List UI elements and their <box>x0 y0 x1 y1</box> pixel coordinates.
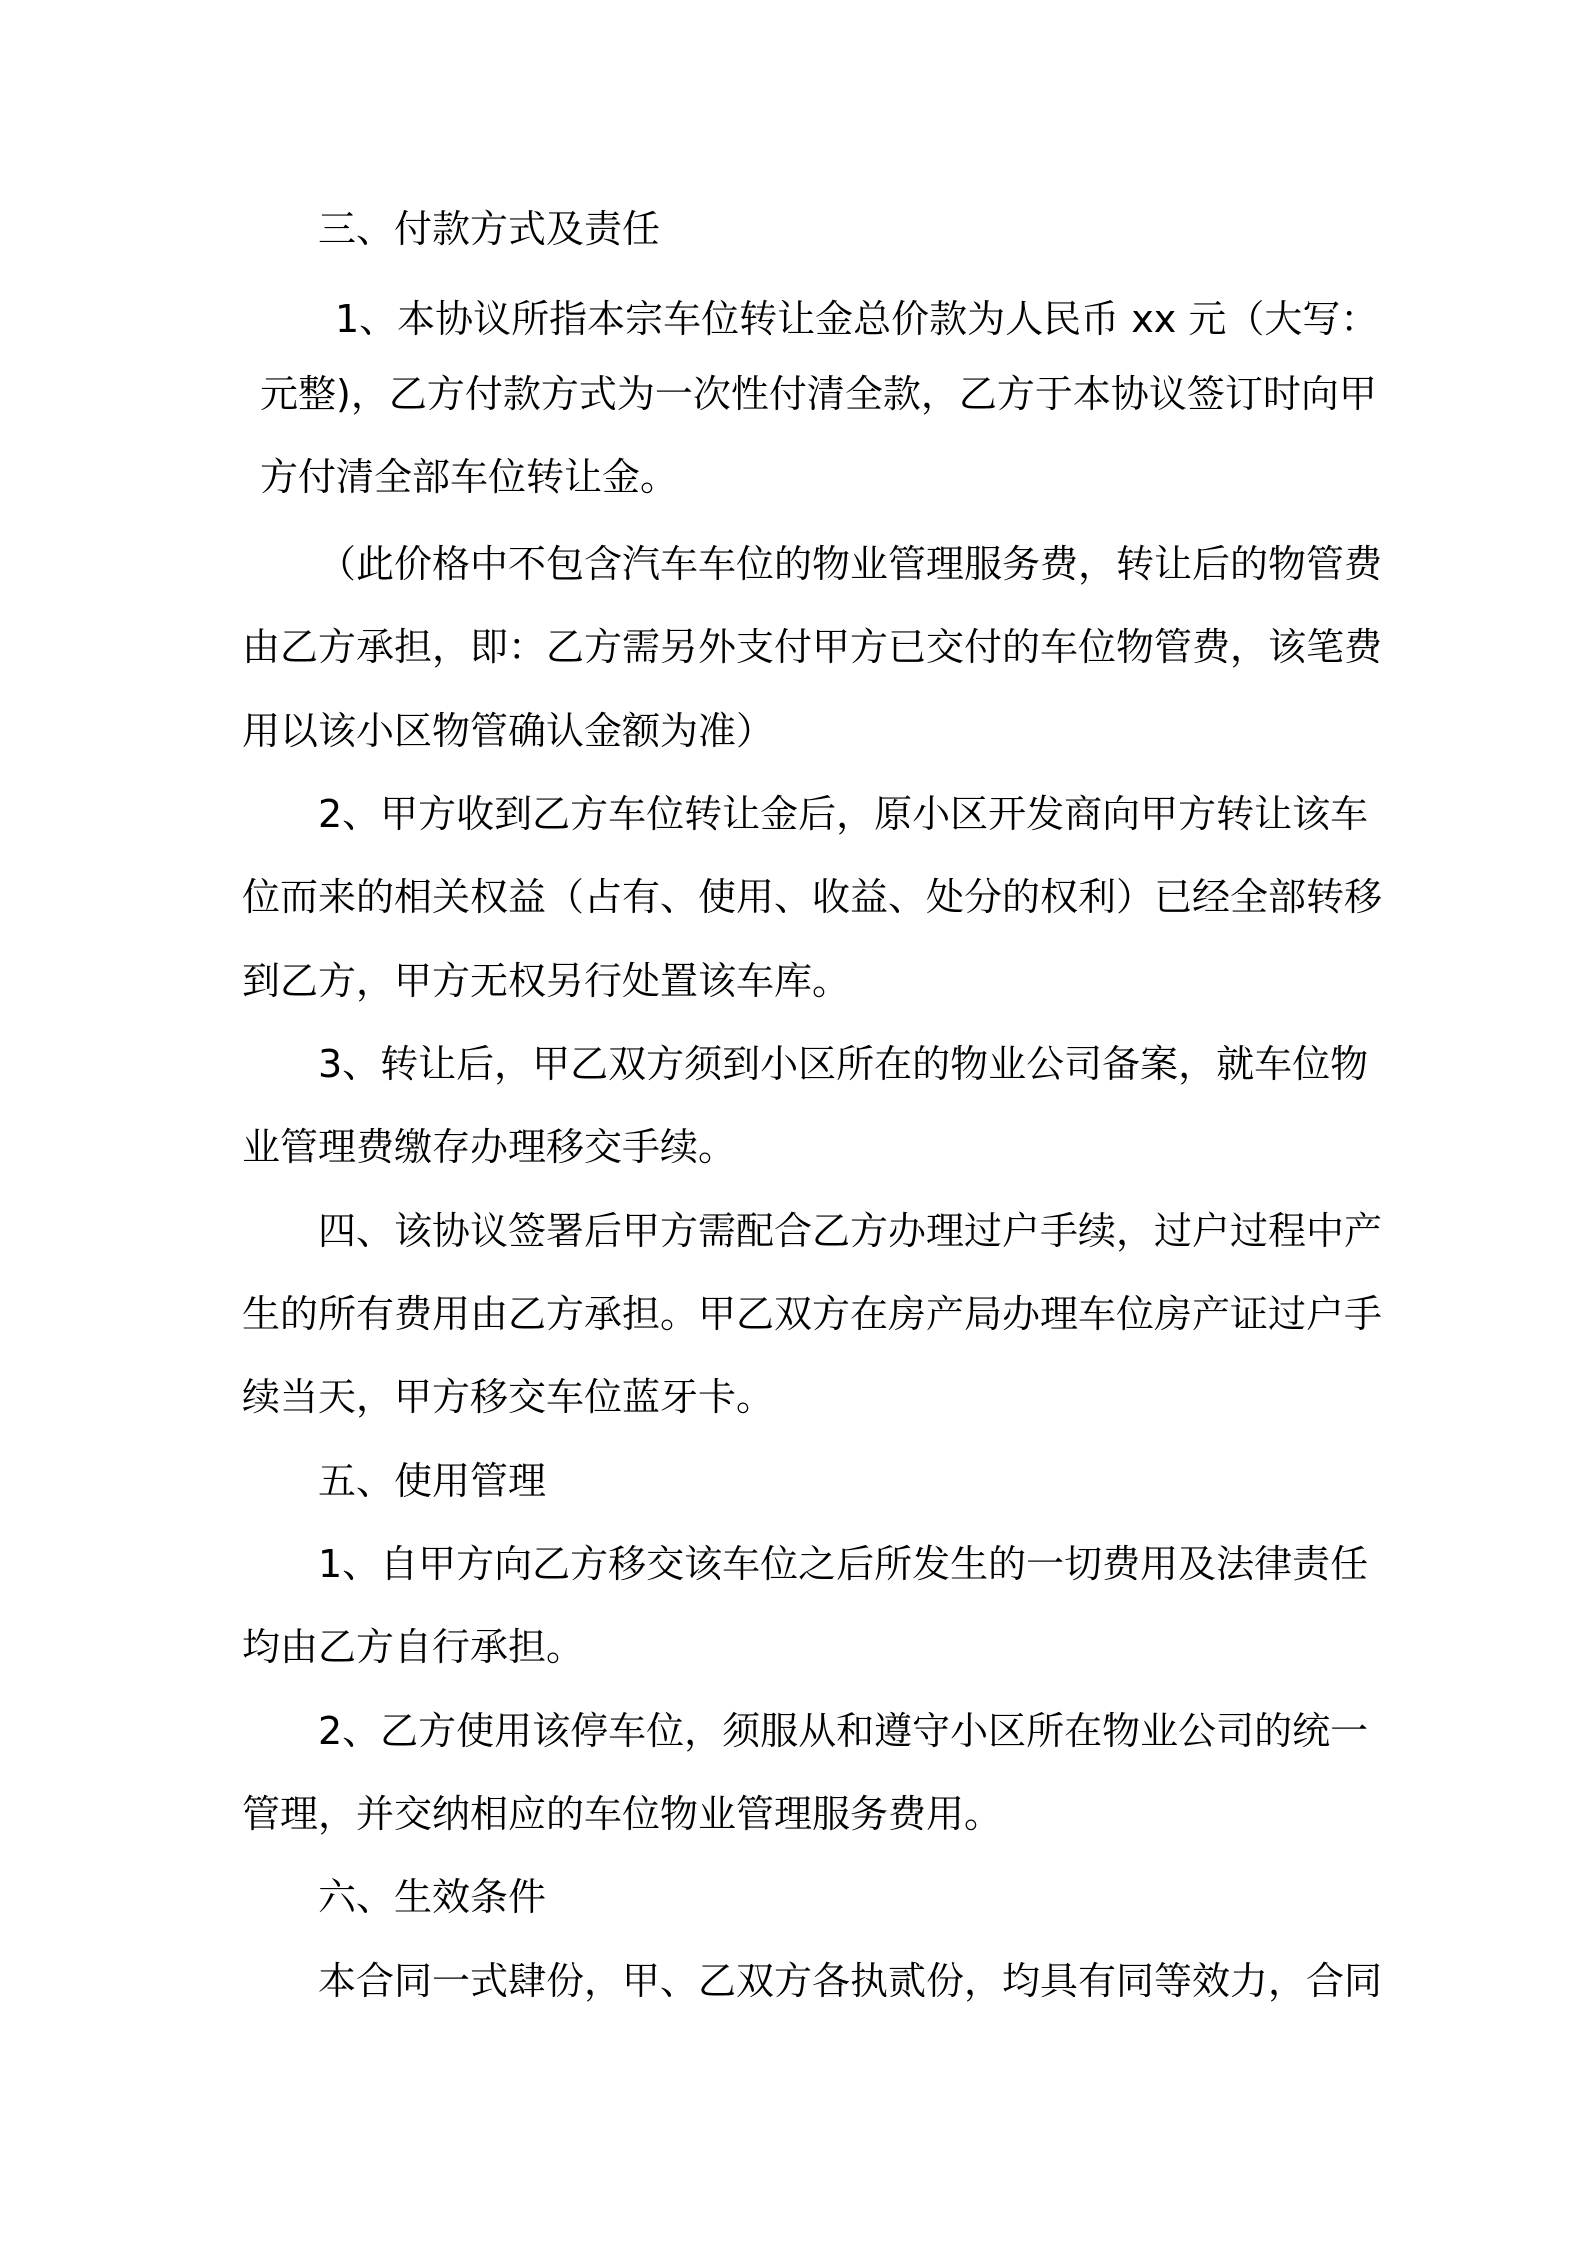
paragraph-line: 元整)，乙方付款方式为一次性付清全款，乙方于本协议签订时向甲 <box>260 372 1377 416</box>
paragraph-line: 2、乙方使用该停车位，须服从和遵守小区所在物业公司的统一 <box>318 1709 1369 1753</box>
section-heading-usage: 五、使用管理 <box>318 1459 547 1503</box>
paragraph-line: 续当天，甲方移交车位蓝牙卡。 <box>242 1375 775 1419</box>
paragraph-line: （此价格中不包含汽车车位的物业管理服务费，转让后的物管费 <box>318 542 1383 586</box>
paragraph-line: 业管理费缴存办理移交手续。 <box>242 1125 737 1169</box>
paragraph-line: 位而来的相关权益（占有、使用、收益、处分的权利）已经全部转移 <box>242 875 1383 919</box>
paragraph-line: 方付清全部车位转让金。 <box>260 455 679 499</box>
paragraph-line: 3、转让后，甲乙双方须到小区所在的物业公司备案，就车位物 <box>318 1042 1369 1086</box>
paragraph-line: 均由乙方自行承担。 <box>242 1625 585 1669</box>
paragraph-line: 1、自甲方向乙方移交该车位之后所发生的一切费用及法律责任 <box>318 1542 1369 1586</box>
section-heading-transfer: 四、该协议签署后甲方需配合乙方办理过户手续，过户过程中产 <box>318 1209 1383 1253</box>
paragraph-line: 管理，并交纳相应的车位物业管理服务费用。 <box>242 1792 1003 1836</box>
paragraph-line: 由乙方承担，即：乙方需另外支付甲方已交付的车位物管费，该笔费 <box>242 625 1383 669</box>
paragraph-line: 2、甲方收到乙方车位转让金后，原小区开发商向甲方转让该车 <box>318 792 1369 836</box>
paragraph-line: 到乙方，甲方无权另行处置该车库。 <box>242 959 851 1003</box>
paragraph-line: 生的所有费用由乙方承担。甲乙双方在房产局办理车位房产证过户手 <box>242 1292 1383 1336</box>
section-heading-effectiveness: 六、生效条件 <box>318 1875 547 1919</box>
paragraph-line: 本合同一式肆份，甲、乙双方各执贰份，均具有同等效力，合同 <box>318 1959 1383 2003</box>
paragraph-line: 用以该小区物管确认金额为准） <box>242 709 775 753</box>
section-heading-payment: 三、付款方式及责任 <box>318 207 661 251</box>
paragraph-line: 1、本协议所指本宗车位转让金总价款为人民币 xx 元（大写： <box>335 297 1379 341</box>
